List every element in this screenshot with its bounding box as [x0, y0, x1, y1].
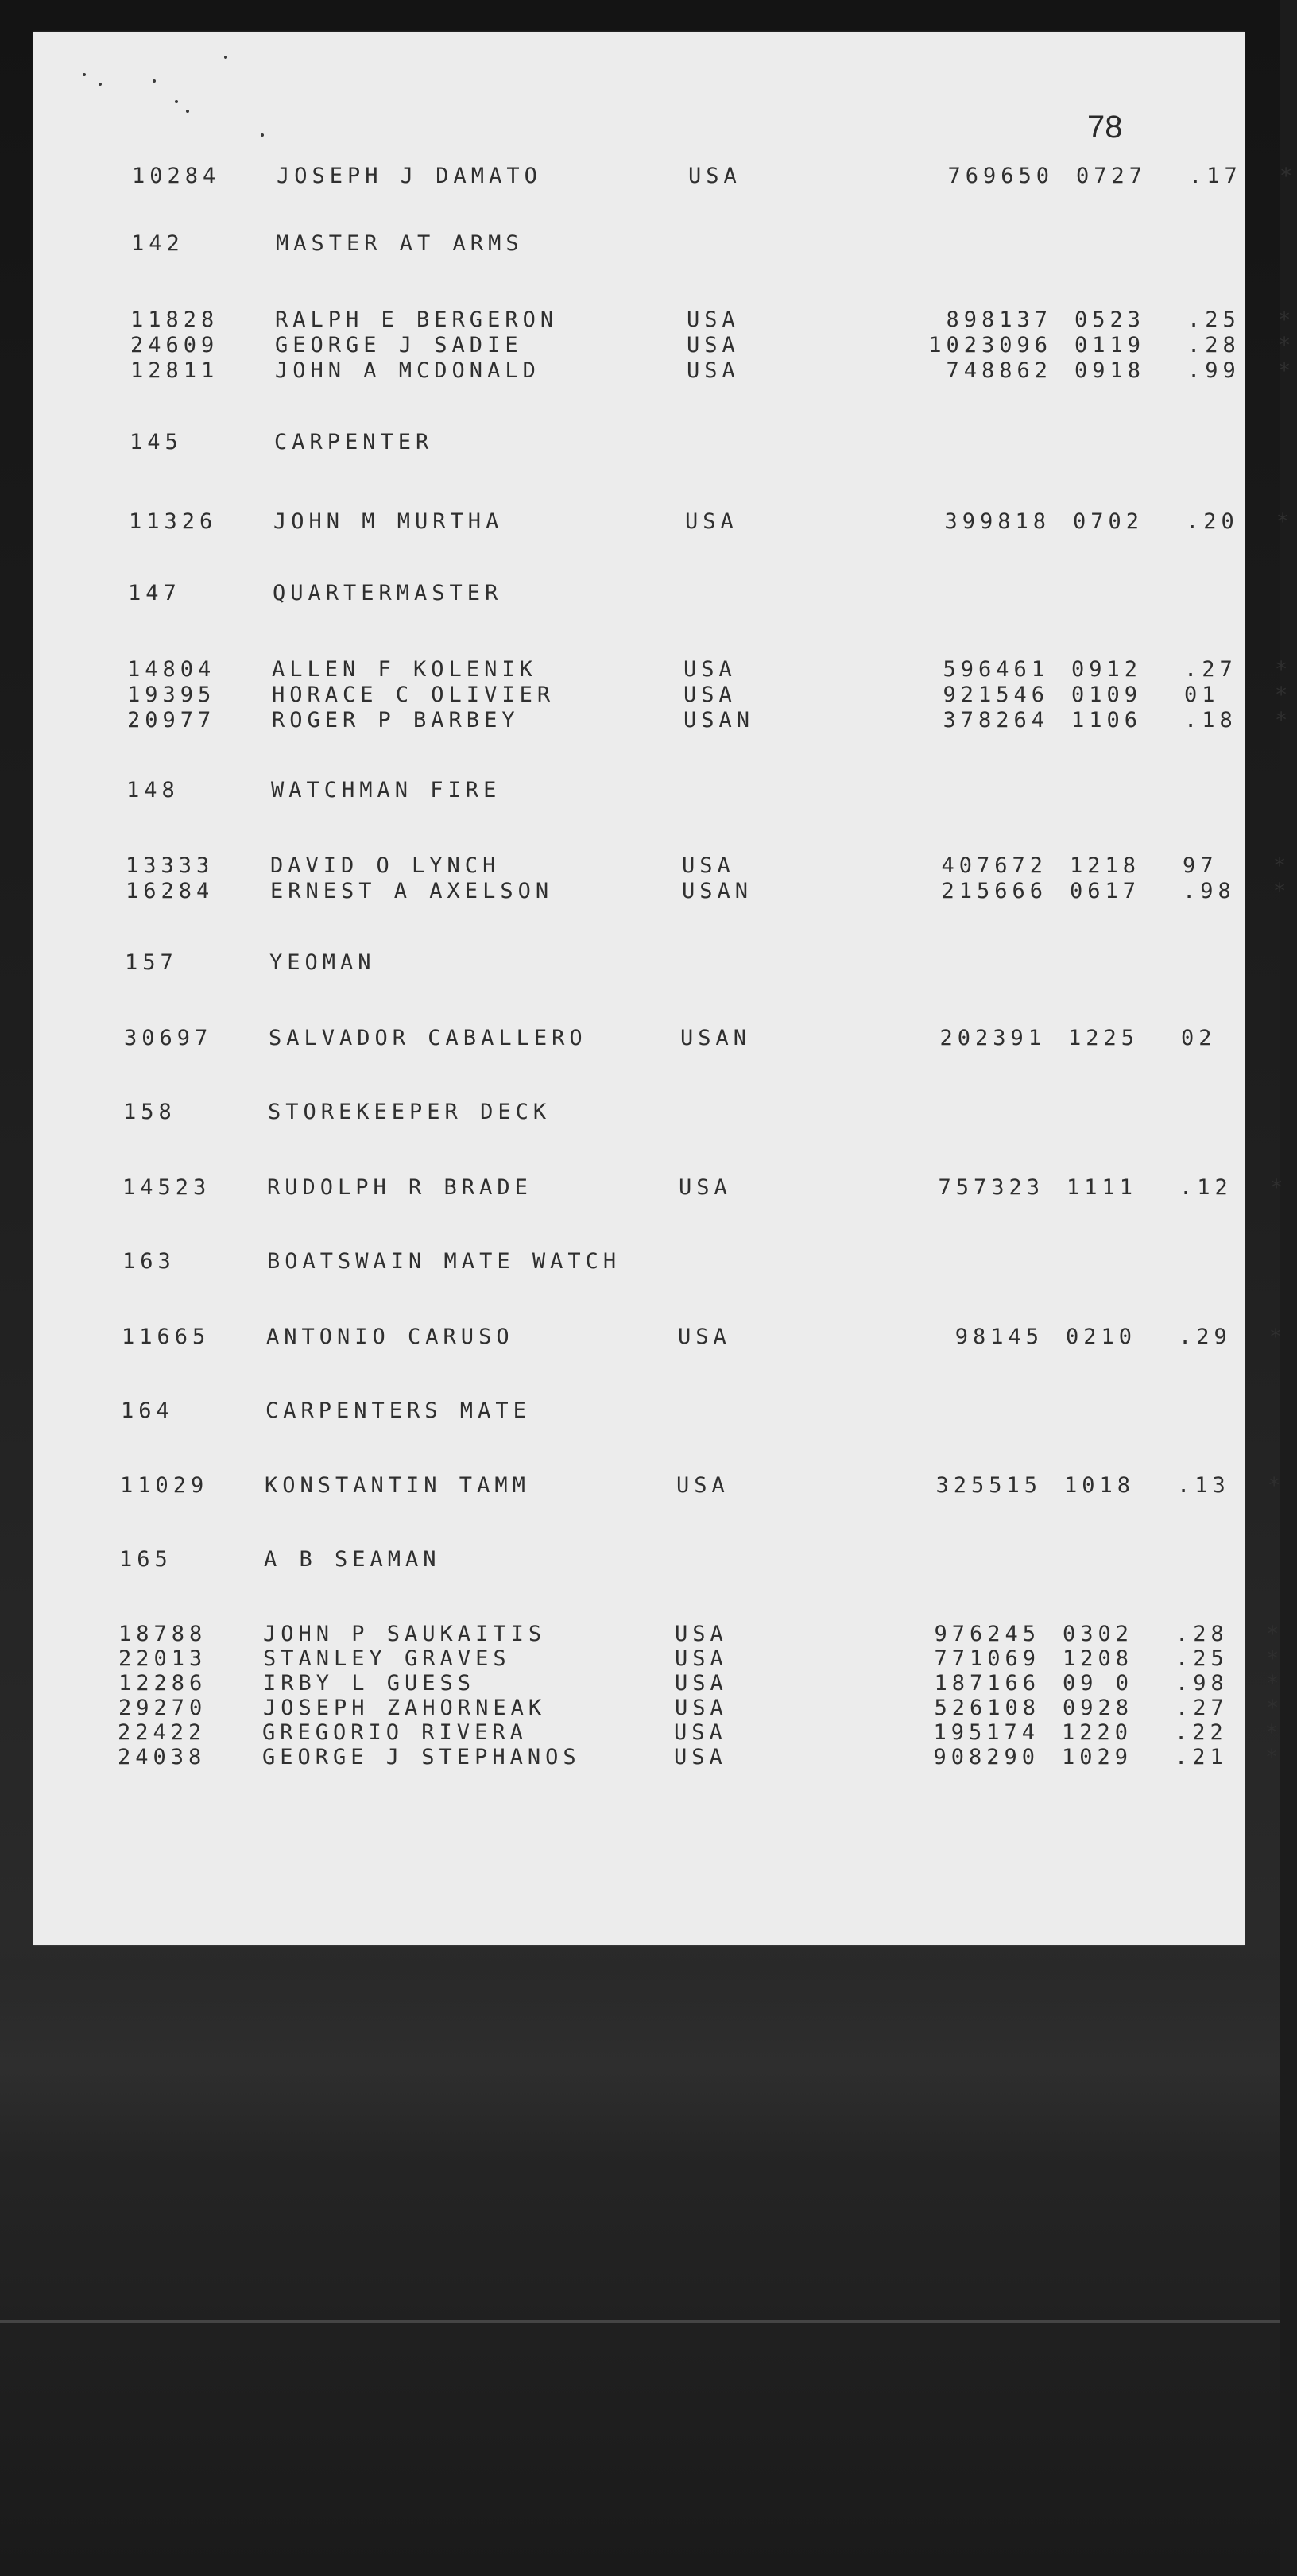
- row-value: 908290: [933, 1745, 1040, 1770]
- row-citizenship: USA: [675, 1646, 728, 1671]
- row-code: 0119: [1074, 333, 1146, 358]
- section-title: CARPENTERS MATE: [265, 1398, 531, 1423]
- row-fraction: .28: [1175, 1622, 1229, 1646]
- section-title: WATCHMAN FIRE: [271, 778, 501, 803]
- row-mark: *: [1266, 1646, 1284, 1671]
- row-citizenship: USA: [678, 1325, 731, 1349]
- section-code: 145: [130, 430, 183, 454]
- row-value: 399818: [944, 509, 1051, 534]
- row-citizenship: USA: [682, 853, 735, 878]
- dust-speck: [99, 83, 102, 86]
- row-name: GEORGE J SADIE: [275, 333, 523, 358]
- row-number: 11029: [120, 1473, 209, 1498]
- row-code: 1106: [1071, 708, 1143, 733]
- row-value: 769650: [947, 164, 1054, 188]
- row-fraction: .98: [1175, 1671, 1229, 1696]
- row-name: SALVADOR CABALLERO: [269, 1026, 587, 1050]
- row-name: ALLEN F KOLENIK: [272, 657, 537, 682]
- row-citizenship: USA: [675, 1622, 728, 1646]
- section-title: MASTER AT ARMS: [276, 231, 524, 256]
- row-citizenship: USA: [676, 1473, 730, 1498]
- dust-speck: [175, 100, 178, 103]
- row-value: 921546: [943, 683, 1049, 707]
- row-name: RALPH E BERGERON: [275, 307, 559, 332]
- row-name: DAVID O LYNCH: [270, 853, 501, 878]
- row-fraction: .22: [1175, 1720, 1228, 1745]
- row-fraction: 02: [1181, 1026, 1217, 1050]
- row-code: 1218: [1070, 853, 1141, 878]
- row-name: JOHN P SAUKAITIS: [263, 1622, 547, 1646]
- row-number: 29270: [118, 1696, 207, 1720]
- row-name: GEORGE J STEPHANOS: [262, 1745, 581, 1770]
- row-number: 11828: [130, 307, 219, 332]
- row-value: 187166: [934, 1671, 1040, 1696]
- row-number: 10284: [132, 164, 221, 188]
- row-code: 0617: [1070, 879, 1141, 903]
- row-value: 98145: [954, 1325, 1043, 1349]
- row-mark: *: [1266, 1696, 1284, 1720]
- film-shading: [0, 1971, 1280, 2161]
- row-name: GREGORIO RIVERA: [262, 1720, 528, 1745]
- row-citizenship: USAN: [683, 708, 755, 733]
- row-number: 22422: [118, 1720, 207, 1745]
- row-mark: *: [1266, 1622, 1284, 1646]
- row-citizenship: USA: [679, 1175, 732, 1200]
- section-title: YEOMAN: [269, 950, 376, 975]
- row-value: 325515: [935, 1473, 1042, 1498]
- row-fraction: 97: [1183, 853, 1218, 878]
- row-code: 0302: [1063, 1622, 1134, 1646]
- row-mark: *: [1268, 1473, 1286, 1498]
- row-mark: *: [1275, 657, 1293, 682]
- row-value: 976245: [934, 1622, 1040, 1646]
- dust-speck: [261, 133, 264, 137]
- row-citizenship: USA: [674, 1720, 727, 1745]
- dust-speck: [224, 56, 227, 59]
- row-fraction: 01: [1184, 683, 1220, 707]
- row-number: 16284: [126, 879, 215, 903]
- row-code: 0928: [1063, 1696, 1134, 1720]
- row-number: 24038: [118, 1745, 207, 1770]
- row-citizenship: USA: [687, 333, 740, 358]
- row-fraction: .20: [1186, 509, 1239, 534]
- row-value: 1023096: [928, 333, 1052, 358]
- row-value: 378264: [943, 708, 1049, 733]
- row-citizenship: USAN: [682, 879, 753, 903]
- row-value: 195174: [933, 1720, 1040, 1745]
- row-fraction: .27: [1175, 1696, 1229, 1720]
- section-code: 148: [126, 778, 180, 803]
- row-mark: *: [1270, 1175, 1288, 1200]
- row-mark: *: [1273, 853, 1291, 878]
- row-name: RUDOLPH R BRADE: [267, 1175, 532, 1200]
- row-mark: *: [1269, 1325, 1287, 1349]
- row-number: 11665: [122, 1325, 211, 1349]
- row-value: 757323: [938, 1175, 1044, 1200]
- row-code: 0918: [1074, 358, 1146, 383]
- row-citizenship: USA: [675, 1671, 728, 1696]
- row-value: 202391: [939, 1026, 1046, 1050]
- row-number: 12286: [118, 1671, 207, 1696]
- row-number: 22013: [118, 1646, 207, 1671]
- row-mark: *: [1275, 708, 1293, 733]
- row-fraction: .13: [1177, 1473, 1230, 1498]
- section-code: 165: [119, 1547, 172, 1572]
- row-number: 12811: [130, 358, 219, 383]
- row-code: 1029: [1062, 1745, 1133, 1770]
- section-code: 157: [125, 950, 178, 975]
- row-value: 407672: [941, 853, 1047, 878]
- row-number: 18788: [118, 1622, 207, 1646]
- row-code: 1208: [1063, 1646, 1134, 1671]
- row-code: 1220: [1062, 1720, 1133, 1745]
- row-number: 20977: [127, 708, 216, 733]
- row-number: 24609: [130, 333, 219, 358]
- row-name: JOSEPH ZAHORNEAK: [263, 1696, 547, 1720]
- row-code: 0702: [1073, 509, 1144, 534]
- row-number: 30697: [124, 1026, 213, 1050]
- row-mark: *: [1265, 1720, 1283, 1745]
- row-code: 0210: [1066, 1325, 1137, 1349]
- row-citizenship: USA: [683, 683, 737, 707]
- row-value: 748862: [946, 358, 1052, 383]
- row-citizenship: USA: [688, 164, 741, 188]
- section-code: 158: [123, 1100, 176, 1124]
- row-citizenship: USA: [687, 358, 740, 383]
- section-title: A B SEAMAN: [264, 1547, 441, 1572]
- row-value: 898137: [946, 307, 1052, 332]
- section-title: BOATSWAIN MATE WATCH: [267, 1249, 621, 1274]
- section-code: 163: [122, 1249, 176, 1274]
- row-number: 14523: [122, 1175, 211, 1200]
- row-code: 0109: [1071, 683, 1143, 707]
- section-title: CARPENTER: [274, 430, 434, 454]
- row-name: ROGER P BARBEY: [272, 708, 520, 733]
- row-code: 1111: [1067, 1175, 1138, 1200]
- row-number: 19395: [127, 683, 216, 707]
- page-number: 78: [1087, 110, 1123, 145]
- section-title: STOREKEEPER DECK: [268, 1100, 552, 1124]
- section-title: QUARTERMASTER: [273, 581, 503, 605]
- row-fraction: .29: [1179, 1325, 1232, 1349]
- row-mark: *: [1278, 358, 1296, 383]
- row-citizenship: USA: [687, 307, 740, 332]
- row-value: 215666: [941, 879, 1047, 903]
- row-citizenship: USA: [683, 657, 737, 682]
- row-fraction: .25: [1175, 1646, 1229, 1671]
- row-mark: *: [1276, 509, 1295, 534]
- row-value: 526108: [934, 1696, 1040, 1720]
- row-citizenship: USA: [685, 509, 738, 534]
- row-fraction: .27: [1184, 657, 1237, 682]
- row-name: HORACE C OLIVIER: [272, 683, 556, 707]
- row-name: JOHN A MCDONALD: [275, 358, 540, 383]
- row-fraction: .17: [1189, 164, 1242, 188]
- dust-speck: [186, 110, 189, 113]
- row-mark: *: [1265, 1745, 1283, 1770]
- row-code: 0523: [1074, 307, 1146, 332]
- row-mark: *: [1280, 164, 1297, 188]
- row-name: STANLEY GRAVES: [263, 1646, 511, 1671]
- row-citizenship: USA: [674, 1745, 727, 1770]
- row-mark: *: [1278, 333, 1296, 358]
- row-code: 1018: [1064, 1473, 1136, 1498]
- dust-speck: [83, 73, 86, 76]
- row-fraction: .18: [1184, 708, 1237, 733]
- row-value: 771069: [934, 1646, 1040, 1671]
- row-mark: *: [1275, 683, 1293, 707]
- section-code: 164: [121, 1398, 174, 1423]
- row-name: KONSTANTIN TAMM: [265, 1473, 530, 1498]
- row-fraction: .12: [1179, 1175, 1233, 1200]
- row-code: 09 0: [1063, 1671, 1134, 1696]
- row-fraction: .28: [1187, 333, 1241, 358]
- row-mark: *: [1266, 1671, 1284, 1696]
- row-fraction: .21: [1175, 1745, 1228, 1770]
- row-mark: *: [1278, 307, 1296, 332]
- row-fraction: .98: [1183, 879, 1236, 903]
- row-name: JOHN M MURTHA: [273, 509, 504, 534]
- row-value: 596461: [943, 657, 1049, 682]
- row-citizenship: USAN: [680, 1026, 752, 1050]
- row-number: 14804: [127, 657, 216, 682]
- row-name: ERNEST A AXELSON: [270, 879, 554, 903]
- row-number: 13333: [126, 853, 215, 878]
- row-code: 0727: [1076, 164, 1148, 188]
- row-name: IRBY L GUESS: [263, 1671, 476, 1696]
- row-name: JOSEPH J DAMATO: [277, 164, 542, 188]
- row-mark: *: [1273, 879, 1291, 903]
- row-code: 0912: [1071, 657, 1143, 682]
- row-number: 11326: [129, 509, 218, 534]
- section-code: 142: [131, 231, 184, 256]
- dust-speck: [153, 79, 156, 83]
- row-code: 1225: [1068, 1026, 1140, 1050]
- section-code: 147: [128, 581, 181, 605]
- row-name: ANTONIO CARUSO: [266, 1325, 514, 1349]
- row-fraction: .25: [1187, 307, 1241, 332]
- film-scratch: [0, 2320, 1280, 2323]
- row-citizenship: USA: [675, 1696, 728, 1720]
- row-fraction: .99: [1187, 358, 1241, 383]
